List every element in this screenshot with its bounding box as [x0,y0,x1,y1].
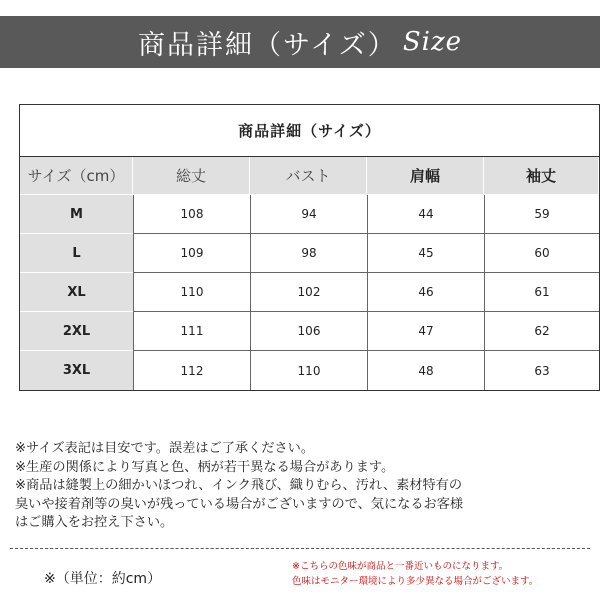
header-shoulder: 肩幅 [367,157,484,195]
table-row [20,351,599,390]
note-line: ※商品は縫製上の細かいほつれ、インク飛び、織りむら、汚れ、素材特有の [15,478,463,493]
row-size-label: M [20,195,133,234]
table-cell: 109 [133,234,250,273]
header-sleeve: 袖丈 [484,157,599,195]
table-cell: 94 [250,195,367,234]
table-cell: 47 [367,312,484,351]
table-cell: 44 [367,195,484,234]
table-cell: 59 [484,195,599,234]
header-size: サイズ（cm） [20,157,133,195]
table-row [20,273,599,312]
title-banner [0,16,600,68]
row-size-label: XL [20,273,133,312]
table-cell: 110 [133,273,250,312]
table-cell: 61 [484,273,599,312]
table-cell: 48 [367,351,484,390]
table-cell: 106 [250,312,367,351]
dashed-divider [10,548,590,549]
note-line: 臭いや接着剤等の臭いが残っている場合がございますので、気になるお客様 [15,496,464,512]
note-line: ※生産の関係により写真と色、柄が若干異なる場合があります。 [15,459,395,475]
table-row [20,195,599,234]
table-cell: 98 [250,234,367,273]
banner-script-label: Size [402,27,463,57]
note-line: ※サイズ表記は目安です。誤差はご了承ください。 [15,441,315,456]
notes-block [15,440,590,533]
table-cell: 110 [250,351,367,390]
table-cell: 62 [484,312,599,351]
table-cell: 111 [133,312,250,351]
disclaimer-line: 色味はモニター環境により多少異なる場合がございます。 [292,576,539,587]
table-cell: 46 [367,273,484,312]
table-cell: 45 [367,234,484,273]
row-size-label: 3XL [20,351,133,390]
table-caption: 商品詳細（サイズ） [20,105,599,157]
disclaimer-line: ※こちらの色味が商品と一番近いものになります。 [292,561,509,572]
unit-note: ※（単位：約cm） [44,571,162,587]
table-caption-row [20,105,599,157]
table-header-row [20,157,599,195]
table-cell: 102 [250,273,367,312]
table-cell: 63 [484,351,599,390]
header-bust: バスト [250,157,367,195]
banner-title: 商品詳細（サイズ） [137,29,397,61]
row-size-label: L [20,234,133,273]
table-row [20,234,599,273]
size-table [19,104,600,391]
color-disclaimer [292,559,592,589]
table-cell: 60 [484,234,599,273]
table-row [20,312,599,351]
row-size-label: 2XL [20,312,133,351]
header-length: 総丈 [133,157,250,195]
table-cell: 108 [133,195,250,234]
note-line: はご購入をお控え下さい。 [15,515,174,530]
table-cell: 112 [133,351,250,390]
